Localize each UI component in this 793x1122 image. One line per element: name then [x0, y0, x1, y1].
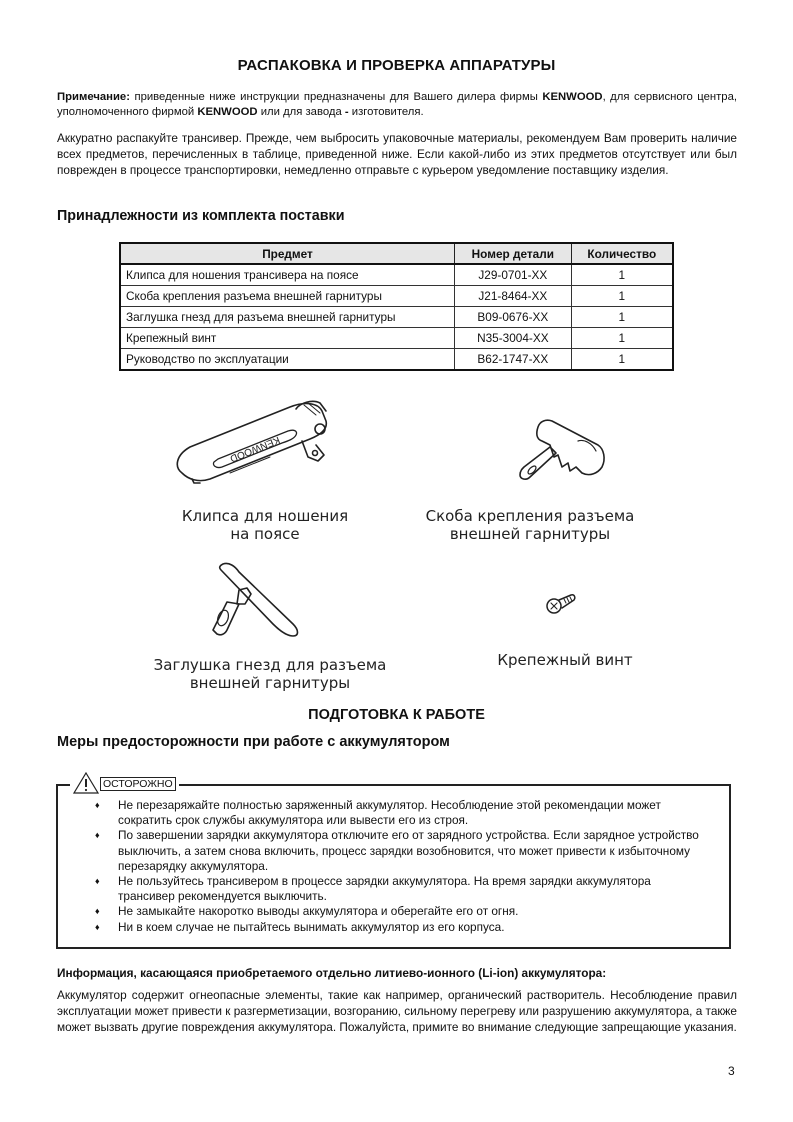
table-row: [120, 286, 673, 307]
accessories-table: [119, 242, 674, 371]
bracket-caption: [410, 507, 650, 543]
caption-line: Заглушка гнезд для разъема: [153, 656, 387, 674]
battery-precautions-heading: Меры предосторожности при работе с аккумулятором: [57, 734, 450, 750]
brand-name: KENWOOD: [542, 91, 603, 103]
caution-label: ОСТОРОЖНО: [100, 777, 176, 791]
item-name: Заглушка гнезд для разъема внешней гарнитуры: [120, 307, 455, 328]
table-row: [120, 307, 673, 328]
diamond-bullet-icon: ♦: [95, 800, 100, 810]
item-name: Руководство по эксплуатации: [120, 349, 455, 371]
caution-header: [70, 770, 179, 794]
dealer-note: [57, 90, 737, 120]
caption-line: внешней гарнитуры: [449, 525, 611, 543]
column-header-item: Предмет: [120, 243, 455, 264]
unpacking-intro: Аккуратно распакуйте трансивер. Прежде, чем выбросить упаковочные материалы, рекомендуем Вам проверить наличие всех предметов, перечисленных в таблице, приведенной ниже. Если какой-либо из этих предметов отсутствует или был поврежден в процессе транспортировки, немедленно отправьте с курьером уведомление поставщику изделия.: [57, 131, 737, 177]
table-header-row: [120, 243, 673, 264]
page-number: 3: [728, 1064, 735, 1078]
screw-caption: [480, 651, 650, 669]
warning-triangle-icon: [73, 772, 99, 794]
part-number: N35-3004-XX: [455, 328, 572, 349]
jack-cap-illustration: [205, 560, 315, 650]
liion-info-title: Информация, касающаяся приобретаемого отдельно литиево-ионного (Li-ion) аккумулятора:: [57, 966, 607, 980]
jack-cap-caption: [140, 656, 400, 692]
item-name: Скоба крепления разъема внешней гарнитуры: [120, 286, 455, 307]
caution-text: Ни в коем случае не пытайтесь вынимать аккумулятор из его корпуса.: [118, 919, 505, 934]
quantity: 1: [571, 286, 673, 307]
caption-line: Крепежный винт: [497, 651, 633, 669]
note-text: или для завода: [257, 106, 345, 118]
svg-text:KENWOOD: KENWOOD: [228, 433, 282, 464]
headset-bracket-illustration: [510, 415, 610, 485]
caption-line: на поясе: [230, 525, 300, 543]
note-text: приведенные ниже инструкции предназначены для Вашего дилера фирмы: [129, 91, 543, 103]
preparation-heading: ПОДГОТОВКА К РАБОТЕ: [308, 707, 485, 723]
note-text: изготовителя.: [348, 106, 424, 118]
diamond-bullet-icon: ♦: [95, 876, 100, 887]
caution-list: [92, 798, 702, 935]
note-dash: -: [344, 106, 349, 118]
quantity: 1: [571, 328, 673, 349]
caution-text: Не замыкайте накоротко выводы аккумулятора и оберегайте его от огня.: [118, 904, 519, 919]
list-item: [92, 874, 702, 904]
screw-illustration: [545, 592, 577, 616]
list-item: [92, 798, 702, 828]
quantity: 1: [571, 264, 673, 286]
part-number: B62-1747-XX: [455, 349, 572, 371]
quantity: 1: [571, 349, 673, 371]
belt-clip-caption: [150, 507, 380, 543]
list-item: [92, 920, 702, 935]
table-row: [120, 328, 673, 349]
part-number: J29-0701-XX: [455, 264, 572, 286]
brand-name: KENWOOD: [197, 106, 258, 118]
caption-line: внешней гарнитуры: [189, 674, 351, 692]
caution-text: По завершении зарядки аккумулятора отключите его от зарядного устройства. Если зарядное устройство выключить, а затем снова включить, процесс зарядки возобновится, что может привести к избыточному перезарядку аккумулятора.: [118, 828, 699, 873]
diamond-bullet-icon: ♦: [95, 906, 100, 917]
table-row: [120, 349, 673, 371]
list-item: [92, 904, 702, 919]
part-number: B09-0676-XX: [455, 307, 572, 328]
belt-clip-illustration: [170, 395, 350, 490]
column-header-quantity: Количество: [571, 243, 673, 264]
table-row: [120, 264, 673, 286]
caption-line: Клипса для ношения: [181, 507, 349, 525]
item-name: Клипса для ношения трансивера на поясе: [120, 264, 455, 286]
part-number: J21-8464-XX: [455, 286, 572, 307]
caution-text: Не перезаряжайте полностью заряженный аккумулятор. Несоблюдение этой рекомендации может сократить срок службы аккумулятора или вывести его из строя.: [118, 798, 661, 828]
quantity: 1: [571, 307, 673, 328]
note-text: , для сервисного центра, уполномоченного фирмой: [57, 91, 737, 118]
item-name: Крепежный винт: [120, 328, 455, 349]
diamond-bullet-icon: ♦: [95, 921, 100, 932]
liion-info-text: Аккумулятор содержит огнеопасные элементы, такие как например, органический растворитель. Несоблюдение правил эксплуатации может привести к разгерметизации, возгоранию, сильному перегреву или разрушению аккумулятора, а также может вызвать другие повреждения аккумулятора. Пожалуйста, примите во внимание следующие запрещающие указания.: [57, 988, 737, 1034]
diamond-bullet-icon: ♦: [95, 830, 100, 841]
column-header-part-number: Номер детали: [455, 243, 572, 264]
note-label: Примечание:: [57, 91, 130, 103]
page-title: РАСПАКОВКА И ПРОВЕРКА АППАРАТУРЫ: [237, 57, 556, 74]
caution-text: Не пользуйтесь трансивером в процессе зарядки аккумулятора. На время зарядки аккумулятора трансивер рекомендуется выключить.: [118, 874, 651, 904]
list-item: [92, 828, 702, 874]
caption-line: Скоба крепления разъема: [425, 507, 635, 525]
accessories-heading: Принадлежности из комплекта поставки: [57, 208, 345, 224]
